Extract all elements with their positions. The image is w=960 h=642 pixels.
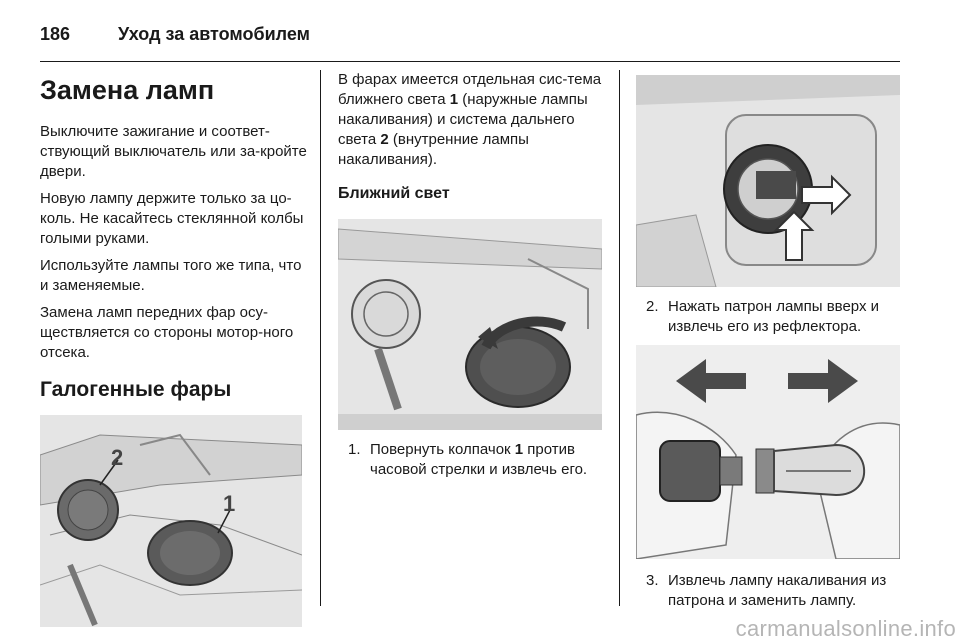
step-1 [338,440,608,480]
socket-removal-figure [636,75,900,287]
paragraph-engine-side: Замена ламп передних фар осу-ществляется со стороны мотор-ного отсека. [40,304,294,361]
page-number: 186 [40,23,71,44]
step-3-text: Извлечь лампу накаливания из патрона и заменить лампу. [668,572,887,609]
paragraph-same-type: Используйте лампы того же типа, что и заменяемые. [40,257,302,294]
step-2 [636,297,900,337]
step-3-number: 3. [646,572,659,589]
section-title: Уход за автомобилем [118,23,310,44]
socket-push-illustration [636,75,900,287]
column-right [636,70,900,611]
low-beam-heading: Ближний свет [338,185,450,202]
column-middle [338,70,608,480]
paragraph-headlamp-systems: В фарах имеется отдельная сис-тема ближнего света 1 (наружные лампы накаливания) и система дальнего света 2 (внутренние лампы накаливания). [338,71,602,168]
step-1-text: Повернуть колпачок 1 против часовой стрелки и извлечь его. [370,441,588,478]
page-title: Замена ламп [40,75,215,105]
watermark: carmanualsonline.info [735,616,956,641]
halogen-headlamp-illustration [40,415,302,627]
step-3 [636,571,900,611]
cap-rotation-illustration [338,219,602,430]
step-1-number: 1. [348,441,361,458]
paragraph-hold-bulb: Новую лампу держите только за цо-коль. Не касайтесь стеклянной колбы голыми руками. [40,190,304,247]
column-divider-1 [320,70,321,606]
header-divider [40,61,900,62]
figure-label-1: 1 [223,491,236,516]
column-left [40,70,310,627]
low-beam-cap-figure [338,219,602,430]
bulb-extraction-illustration [636,345,900,559]
figure-label-2: 2 [111,445,124,470]
bold-ref-1: 1 [449,91,459,108]
paragraph-ignition: Выключите зажигание и соответ-ствующий выключатель или за-кройте двери. [40,123,307,180]
halogen-headlamp-figure [40,415,302,627]
bulb-replacement-figure [636,345,900,559]
halogen-heading: Галогенные фары [40,378,232,401]
step-2-text: Нажать патрон лампы вверх и извлечь его из рефлектора. [668,298,880,335]
step-2-number: 2. [646,298,659,315]
bold-ref-2: 2 [380,131,389,148]
column-divider-2 [619,70,620,606]
page-header [40,14,900,54]
